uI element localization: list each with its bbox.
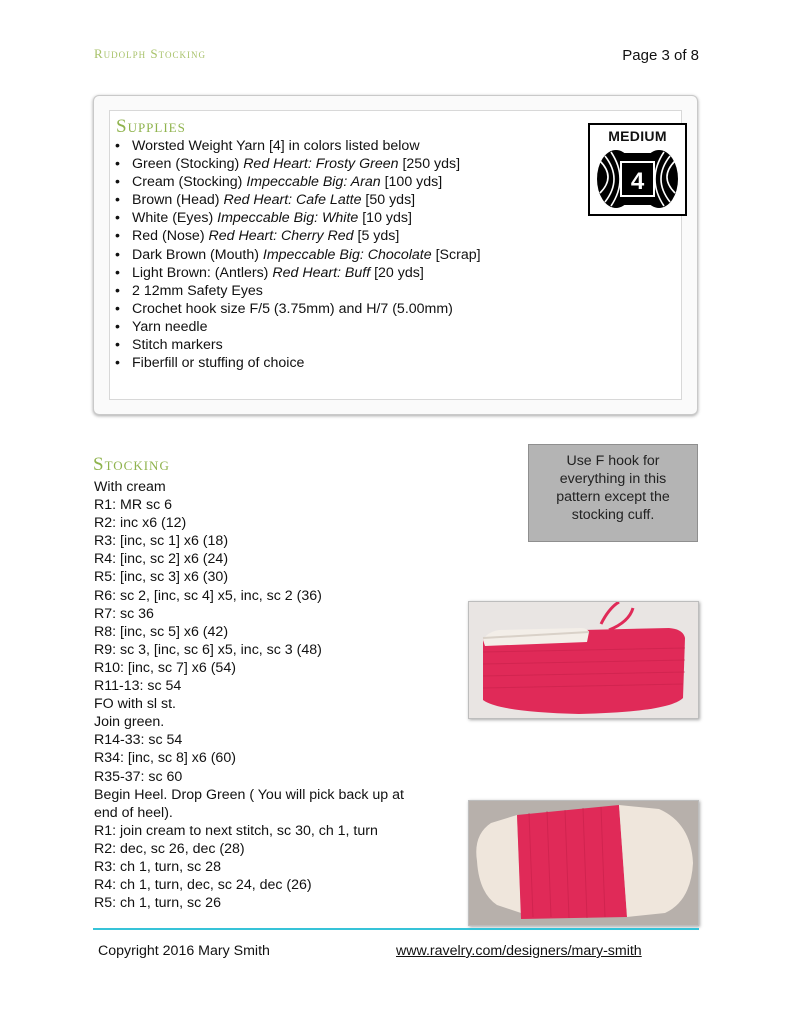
pattern-row: R35-37: sc 60 — [94, 768, 183, 785]
pattern-row: R2: dec, sc 26, dec (28) — [94, 840, 245, 857]
supply-item-brand: Red Heart: Buff — [272, 264, 371, 281]
footer-divider — [93, 928, 699, 930]
supply-item-text: Fiberfill or stuffing of choice — [132, 355, 305, 372]
pattern-row: R6: sc 2, [inc, sc 4] x5, inc, sc 2 (36) — [94, 587, 322, 604]
pattern-row: Begin Heel. Drop Green ( You will pick back up at — [94, 786, 404, 803]
supply-item-amount: [50 yds] — [361, 192, 416, 209]
supply-item — [132, 300, 481, 318]
pattern-row: R5: [inc, sc 3] x6 (30) — [94, 569, 229, 586]
hook-note-box: Use F hook for everything in this pattern except the stocking cuff. — [528, 444, 698, 542]
stocking-photo-top — [468, 601, 699, 719]
pattern-row: R8: [inc, sc 5] x6 (42) — [94, 623, 229, 640]
supply-item-text: White (Eyes) — [132, 210, 218, 227]
stocking-pattern-rows — [94, 478, 404, 912]
supply-item — [132, 246, 481, 264]
pattern-row: R11-13: sc 54 — [94, 678, 182, 695]
supply-item-amount: [20 yds] — [370, 264, 424, 281]
pattern-row: With cream — [94, 479, 166, 495]
pattern-row: R34: [inc, sc 8] x6 (60) — [94, 750, 236, 767]
pattern-row: R2: inc x6 (12) — [94, 515, 187, 532]
supplies-inner-frame — [109, 110, 682, 400]
supply-item — [132, 227, 481, 245]
supply-item — [132, 191, 481, 209]
supply-item — [132, 155, 481, 173]
pattern-row: R5: ch 1, turn, sc 26 — [94, 895, 221, 912]
stocking-heading: Stocking — [93, 454, 170, 475]
supply-item — [132, 209, 481, 227]
supply-item-text: Worsted Weight Yarn [4] in colors listed below — [132, 138, 420, 154]
supply-item-amount: [10 yds] — [358, 210, 412, 227]
pattern-row: R7: sc 36 — [94, 605, 154, 622]
pattern-row: R10: [inc, sc 7] x6 (54) — [94, 659, 236, 676]
supply-item — [132, 282, 481, 300]
pattern-row: FO with sl st. — [94, 696, 176, 713]
supply-item-brand: Impeccable Big: Aran — [246, 174, 381, 191]
supply-item-text: 2 12mm Safety Eyes — [132, 282, 263, 299]
supply-item-text: Stitch markers — [132, 337, 223, 354]
supplies-list — [110, 137, 481, 372]
supply-item-brand: Red Heart: Cherry Red — [208, 228, 354, 245]
supply-item-brand: Impeccable Big: White — [217, 210, 359, 227]
supply-item-text: Brown (Head) — [132, 192, 224, 209]
page-number: Page 3 of 8 — [622, 47, 699, 64]
pattern-row: R3: ch 1, turn, sc 28 — [94, 858, 221, 875]
supply-item-amount: [Scrap] — [431, 246, 481, 263]
supply-item — [132, 336, 481, 354]
supply-item-text: Red (Nose) — [132, 228, 209, 245]
pattern-row: end of heel). — [94, 804, 173, 821]
supply-item — [132, 173, 481, 191]
yarn-skein-icon — [596, 147, 679, 211]
supply-item-brand: Red Heart: Cafe Latte — [223, 192, 362, 209]
supply-item-amount: [250 yds] — [398, 156, 461, 173]
supply-item — [132, 264, 481, 282]
pattern-row: Join green. — [94, 714, 165, 731]
supply-item-text: Dark Brown (Mouth) — [132, 246, 263, 263]
yarn-weight-icon — [588, 123, 687, 216]
pattern-row: R9: sc 3, [inc, sc 6] x5, inc, sc 3 (48) — [94, 641, 322, 658]
supply-item — [132, 137, 481, 155]
pattern-row: R1: join cream to next stitch, sc 30, ch 1, turn — [94, 822, 378, 839]
supply-item-text: Light Brown: (Antlers) — [132, 264, 273, 281]
supply-item-brand: Red Heart: Frosty Green — [243, 156, 399, 173]
supply-item-text: Crochet hook size F/5 (3.75mm) and H/7 (5.00mm) — [132, 300, 453, 317]
document-title: Rudolph Stocking — [94, 46, 206, 61]
supply-item-brand: Impeccable Big: Chocolate — [262, 246, 432, 263]
yarn-weight-number: 4 — [630, 168, 645, 195]
supply-item — [132, 318, 481, 336]
ravelry-link[interactable]: www.ravelry.com/designers/mary-smith — [396, 943, 642, 959]
yarn-weight-label: MEDIUM — [608, 128, 667, 144]
pattern-row: R1: MR sc 6 — [94, 497, 173, 514]
supplies-panel — [93, 95, 698, 415]
supply-item-amount: [5 yds] — [353, 228, 400, 245]
pattern-row: R14-33: sc 54 — [94, 732, 183, 749]
pattern-row: R4: ch 1, turn, dec, sc 24, dec (26) — [94, 877, 312, 894]
supply-item-text: Yarn needle — [132, 318, 208, 335]
pattern-row: R4: [inc, sc 2] x6 (24) — [94, 551, 229, 568]
supply-item — [132, 354, 481, 372]
supply-item-text: Cream (Stocking) — [132, 174, 247, 191]
supply-item-amount: [100 yds] — [380, 174, 443, 191]
pattern-row: R3: [inc, sc 1] x6 (18) — [94, 533, 229, 550]
stocking-photo-heel — [468, 800, 699, 926]
supplies-heading: Supplies — [116, 116, 186, 137]
copyright-text: Copyright 2016 Mary Smith — [98, 943, 270, 959]
supply-item-text: Green (Stocking) — [132, 156, 244, 173]
